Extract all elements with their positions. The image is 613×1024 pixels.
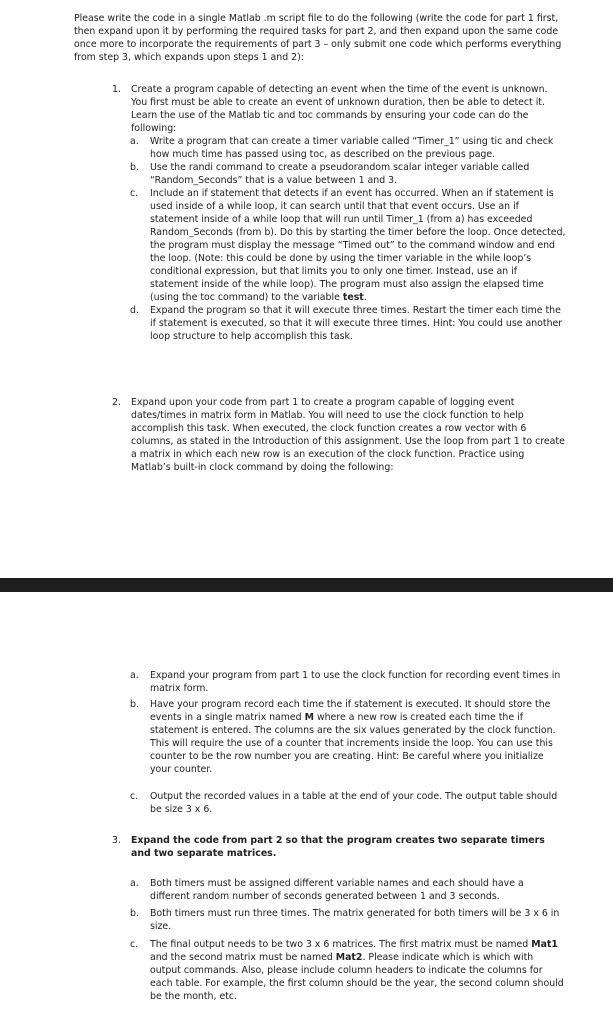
part-3-number: 3. xyxy=(112,835,121,846)
part-2 xyxy=(112,396,566,474)
part-1-text: Create a program capable of detecting an event when the time of the event is unknown. You first must be able to create an event of unknown duration, then be able to detect it. Learn the use of the Matlab tic and toc commands by ensuring your code can do the following: xyxy=(131,84,548,134)
part-2-text: Expand upon your code from part 1 to create a program capable of logging event dates/times in matrix form in Matlab. You will need to use the clock function to help accomplish this task. When executed, the clock function creates a row vector with 6 columns, as stated in the Introduction of this assignment. Use the loop from part 1 to create a matrix in which each new row is an execution of the clock function. Practice using Matlab’s built-in clock command by doing the following: xyxy=(131,397,565,473)
part-3-item-c: c. The final output needs to be two 3 x 6 matrices. The first matrix must be named Mat1 and the second matrix must be named Mat2. Please indicate which is which with output commands. Also, please include column headers to indicate the columns for each table. For example, the first column should be the year, the second column should be the month, etc. xyxy=(130,939,564,1002)
instructions-intro: Please write the code in a single Matlab .m script file to do the following (write the code for part 1 first, then expand upon it by performing the required tasks for part 2, and then expand upon the same code once more to incorporate the requirements of part 3 – only submit one code which performs everything from step 3, which expands upon steps 1 and 2): xyxy=(74,13,562,63)
page-divider xyxy=(0,578,613,592)
variable-mat1: Mat1 xyxy=(531,939,558,950)
part-3-item-a: a. Both timers must be assigned different variable names and each should have a different random number of seconds generated between 1 and 3 seconds. xyxy=(130,878,524,902)
part-2-item-c: c. Output the recorded values in a table at the end of your code. The output table should be size 3 x 6. xyxy=(130,791,558,815)
part-2-number: 2. xyxy=(112,397,121,408)
part-1-item-c: c. Include an if statement that detects if an event has occurred. When an if statement is used inside of a while loop, it can search until that that event occurs. Use an if statement inside of a while loop that will run until Timer_1 (from a) has exceeded Random_Seconds (from b). Do this by starting the timer before the loop. Once detected, the program must display the message “Timed out” to the command window and end the loop. (Note: this could be done by using the timer variable in the while loop’s conditional expression, but that limits you to only one timer. Instead, use an if statement inside of the while loop). The program must also assign the elapsed time (using the toc command) to the variable test. xyxy=(130,188,566,303)
part-1 xyxy=(112,83,566,343)
part-3 xyxy=(112,834,566,860)
variable-mat2: Mat2 xyxy=(335,952,363,963)
part-1-item-d: d. Expand the program so that it will execute three times. Restart the timer each time the if statement is executed, so that it will execute three times. Hint: You could use another loop structure to help accomplish this task. xyxy=(130,305,563,342)
part-2-item-a: a. Expand your program from part 1 to use the clock function for recording event times in matrix form. xyxy=(130,670,561,694)
part-3-item-b: b. Both timers must run three times. The matrix generated for both timers will be 3 x 6 in size. xyxy=(130,908,560,932)
variable-m: M xyxy=(304,712,314,723)
document-page-2 xyxy=(0,592,613,1024)
part-3-text: Expand the code from part 2 so that the program creates two separate timers and two separate matrices. xyxy=(131,835,545,859)
part-1-item-a: a. Write a program that can create a timer variable called “Timer_1” using tic and check how much time has passed using toc, as described on the previous page. xyxy=(130,136,554,160)
part-2-item-b: b. Have your program record each time the if statement is executed. It should store the events in a single matrix named M where a new row is created each time the if statement is entered. The columns are the six values generated by the clock function. This will require the use of a counter that increments inside the loop. You can use this counter to be the row number you are creating. Hint: Be careful where you initialize your counter. xyxy=(130,699,556,775)
part-1-item-b: b. Use the randi command to create a pseudorandom scalar integer variable called “Random_Seconds” that is a value between 1 and 3. xyxy=(130,162,530,186)
variable-test: test xyxy=(342,292,364,303)
part-1-number: 1. xyxy=(112,84,121,95)
